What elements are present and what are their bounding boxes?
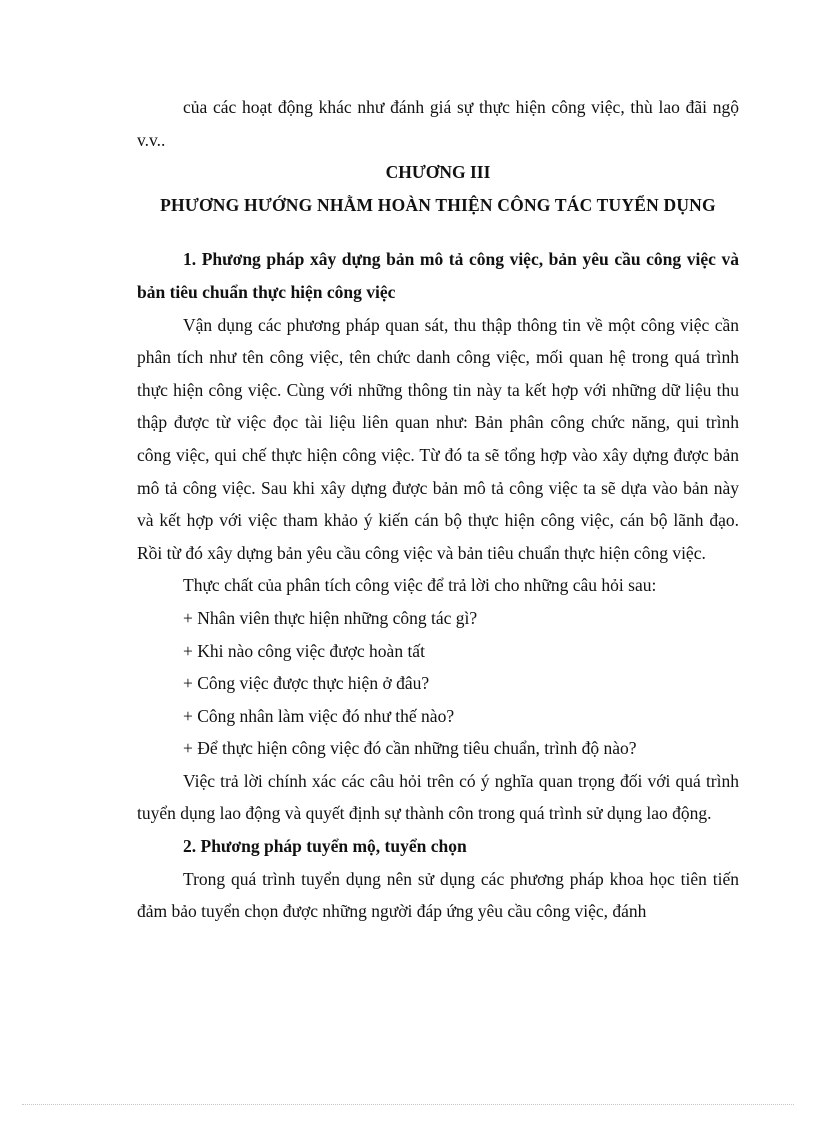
- footer-divider: [22, 1104, 794, 1105]
- question-item: + Nhân viên thực hiện những công tác gì?: [183, 607, 478, 628]
- chapter-title: PHƯƠNG HƯỚNG NHẰM HOÀN THIỆN CÔNG TÁC TUYỂN DỤNG: [160, 194, 716, 215]
- question-item: + Công việc được thực hiện ở đâu?: [183, 673, 430, 694]
- section-2-heading: 2. Phương pháp tuyển mộ, tuyển chọn: [183, 836, 467, 857]
- page-body: [137, 91, 739, 928]
- question-item: + Khi nào công việc được hoàn tất: [183, 640, 425, 661]
- continuation-paragraph: của các hoạt động khác như đánh giá sự thực hiện công việc, thù lao đãi ngộ v.v..: [137, 97, 739, 150]
- question-item: + Công nhân làm việc đó như thế nào?: [183, 705, 455, 726]
- section-1-paragraph-3: Việc trả lời chính xác các câu hỏi trên có ý nghĩa quan trọng đối với quá trình tuyển dụng lao động và quyết định sự thành côn trong quá trình sử dụng lao động.: [137, 770, 739, 824]
- spacer: [137, 221, 739, 243]
- section-1-heading: 1. Phương pháp xây dựng bản mô tả công việc, bản yêu cầu công việc và bản tiêu chuẩn thực hiện công việc: [137, 249, 739, 302]
- section-2-paragraph-1: Trong quá trình tuyển dụng nên sử dụng các phương pháp khoa học tiên tiến đảm bảo tuyển chọn được những người đáp ứng yêu cầu công việc, đánh: [137, 868, 739, 922]
- question-item: + Để thực hiện công việc đó cần những tiêu chuẩn, trình độ nào?: [183, 738, 637, 759]
- section-1-paragraph-1: Vận dụng các phương pháp quan sát, thu thập thông tin về một công việc cần phân tích như tên công việc, tên chức danh công việc, mối quan hệ trong quá trình thực hiện công việc. Cùng với những thông tin này ta kết hợp với những dữ liệu thu thập được từ việc đọc tài liệu liên quan như: Bản phân công chức năng, qui trình công việc, qui chế thực hiện công việc. Từ đó ta sẽ tổng hợp vào xây dựng được bản mô tả công việc. Sau khi xây dựng được bản mô tả công việc ta sẽ dựa vào bản này và kết hợp với việc tham khảo ý kiến cán bộ thực hiện công việc, cán bộ lãnh đạo. Rồi từ đó xây dựng bản yêu cầu công việc và bản tiêu chuẩn thực hiện công việc.: [137, 314, 739, 563]
- chapter-label: CHƯƠNG III: [385, 162, 491, 183]
- section-1-paragraph-2: Thực chất của phân tích công việc để trả lời cho những câu hỏi sau:: [183, 575, 657, 596]
